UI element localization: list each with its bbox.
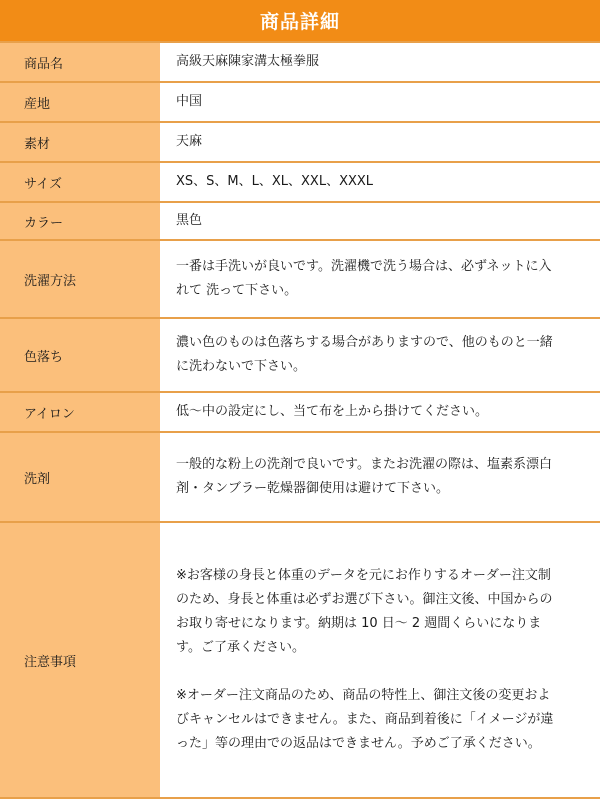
row-label-origin: 産地 (0, 82, 160, 122)
row-value-product-name: 高級天麻陳家溝太極拳服 (160, 42, 600, 82)
row-label-material: 素材 (0, 122, 160, 162)
table-row (0, 202, 600, 240)
row-label-color: カラー (0, 202, 160, 240)
row-label-ironing: アイロン (0, 392, 160, 432)
table-row (0, 240, 600, 318)
section-header (0, 0, 600, 41)
table-row (0, 432, 600, 522)
table-row (0, 122, 600, 162)
table-row (0, 522, 600, 798)
row-value-ironing: 低～中の設定にし、当て布を上から掛けてください。 (160, 392, 600, 432)
product-detail-table (0, 41, 600, 799)
row-label-size: サイズ (0, 162, 160, 202)
table-row (0, 392, 600, 432)
table-row (0, 42, 600, 82)
table-row (0, 162, 600, 202)
row-value-size: XS、S、M、L、XL、XXL、XXXL (160, 162, 600, 202)
row-value-material: 天麻 (160, 122, 600, 162)
row-label-washing: 洗濯方法 (0, 240, 160, 318)
section-title: 商品詳細 (259, 11, 340, 33)
row-label-product-name: 商品名 (0, 42, 160, 82)
row-label-fading: 色落ち (0, 318, 160, 392)
notes-paragraph-2: ※オーダー注文商品のため、商品の特性上、御注文後の変更およびキャンセルはできません。また、商品到着後に「イメージが違った」等の理由での返品はできません。予めご了承ください。 (176, 688, 554, 751)
row-value-notes (160, 522, 600, 798)
notes-paragraph-1: ※お客様の身長と体重のデータを元にお作りするオーダー注文制のため、身長と体重は必ずお選び下さい。御注文後、中国からのお取り寄せになります。納期は 10 日～ 2 週間くらいになります。ご了承ください。 (176, 568, 553, 655)
row-value-color: 黒色 (160, 202, 600, 240)
row-value-fading: 濃い色のものは色落ちする場合がありますので、他のものと一緒に洗わないで下さい。 (160, 318, 600, 392)
row-value-origin: 中国 (160, 82, 600, 122)
table-row (0, 318, 600, 392)
row-value-detergent: 一般的な粉上の洗剤で良いです。またお洗濯の際は、塩素系漂白剤・タンブラー乾燥器御使用は避けて下さい。 (160, 432, 600, 522)
row-value-washing: 一番は手洗いが良いです。洗濯機で洗う場合は、必ずネットに入れて 洗って下さい。 (160, 240, 600, 318)
row-label-detergent: 洗剤 (0, 432, 160, 522)
table-row (0, 82, 600, 122)
row-label-notes: 注意事項 (0, 522, 160, 798)
